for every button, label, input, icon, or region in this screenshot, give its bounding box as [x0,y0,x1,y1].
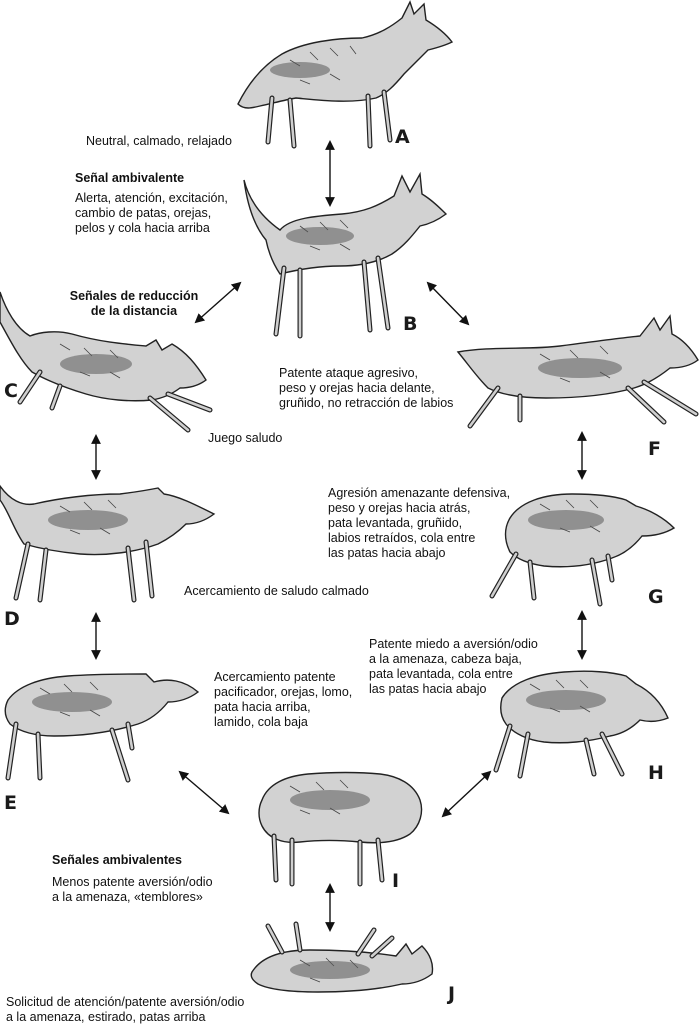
dog-i-ambivalent [259,773,422,885]
text-ambivalent-signal: Alerta, atención, excitación, cambio de patas, orejas, pelos y cola hacia arriba [75,191,228,235]
text-fear: Patente miedo a aversión/odio a la amenaza, cabeza baja, pata levantada, cola entre las patas hacia abajo [369,637,538,696]
text-neutral: Neutral, calmado, relajado [86,134,232,148]
label-h: H [648,762,664,784]
text-pacifying-approach: Acercamiento patente pacificador, orejas, lomo, pata hacia arriba, lamido, cola baja [214,670,353,729]
dog-j-on-back [251,924,432,992]
text-solicitation: Solicitud de atención/patente aversión/odio a la amenaza, estirado, patas arriba [6,995,245,1024]
dog-a-neutral [238,2,452,146]
title-ambivalent-signal: Señal ambivalente [75,171,185,185]
dog-f-attack [458,316,698,426]
text-aggressive-attack: Patente ataque agresivo, peso y orejas hacia delante, gruñido, no retracción de labios [279,366,454,410]
label-e: E [4,792,17,814]
title-ambivalent-signals: Señales ambivalentes [52,853,182,867]
dog-g-defensive [492,494,674,604]
text-ambivalent-signals: Menos patente aversión/odio a la amenaza, «temblores» [52,875,213,904]
label-i: I [392,870,400,892]
title-distance-reduction: Señales de reducción de la distancia [69,289,199,318]
label-g: G [648,586,664,608]
dog-e-pacifying [5,674,198,780]
text-defensive-aggression: Agresión amenazante defensiva, peso y orejas hacia atrás, pata levantada, gruñido, labios retraídos, cola entre las patas hacia abajo [328,486,511,560]
text-calm-greeting: Acercamiento de saludo calmado [184,584,369,598]
label-j: J [448,983,456,1005]
label-d: D [4,608,20,630]
label-c: C [4,380,18,402]
arrow-h-i [443,772,490,816]
arrow-b-f [428,283,468,324]
label-a: A [395,126,410,148]
label-f: F [648,438,661,460]
arrow-e-i [180,772,228,813]
dog-d-calm-greeting [0,486,214,600]
label-b: B [403,313,418,335]
dog-b-alert [244,174,446,336]
text-play-greeting: Juego saludo [208,431,283,445]
